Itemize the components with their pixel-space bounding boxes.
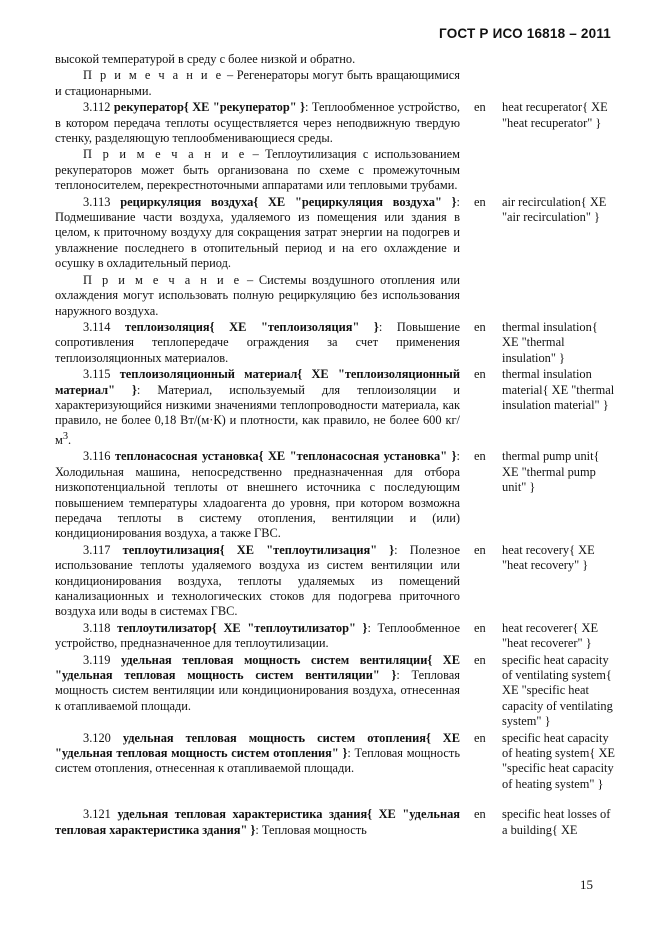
term-definition: : Повышение сопротивления теплопередаче ограждения за счет применения теплоизоляционных материалов. bbox=[55, 319, 460, 365]
xe-close: " } bbox=[352, 319, 379, 334]
term-ru bbox=[55, 367, 460, 448]
term-number: 3.119 bbox=[83, 652, 111, 667]
term-entry-3-116 bbox=[55, 449, 615, 541]
lang-code: en bbox=[474, 449, 486, 464]
note-label: П р и м е ч а н и е bbox=[83, 272, 242, 287]
xe-term: удельная тепловая мощность систем вентиляции bbox=[61, 667, 373, 682]
intro-line: высокой температурой в среду с более низкой и обратно. bbox=[55, 52, 356, 66]
term-entry-3-118 bbox=[55, 621, 615, 652]
term-entry-3-112 bbox=[55, 100, 615, 146]
xe-close: " } bbox=[372, 667, 397, 682]
term-ru bbox=[55, 653, 460, 715]
term-en: thermal insulation material{ XE "thermal insulation material" } bbox=[502, 367, 615, 412]
xe-term: удельная тепловая характеристика здания bbox=[55, 807, 460, 837]
page-number: 15 bbox=[580, 877, 593, 892]
term-definition: : Полезное использование теплоты удаляемого воздуха из систем вентиляции или кондиционирования воздуха, теплоты удаляемых из помещений канализационных и технологических стоков для подогрева приточного воздуха или воды в системах ГВС. bbox=[55, 542, 460, 619]
xe-close: " } bbox=[434, 194, 457, 209]
lang-code: en bbox=[474, 620, 486, 635]
xe-open: { XE " bbox=[55, 652, 461, 682]
term-ru bbox=[55, 100, 460, 146]
term-en: air recirculation{ XE "air recirculation" } bbox=[502, 194, 607, 225]
term-en: specific heat capacity of ventilating system{ XE "specific heat capacity of ventilating system" } bbox=[502, 652, 613, 729]
intro-note bbox=[55, 68, 460, 99]
term-entry-3-121 bbox=[55, 807, 615, 838]
note-text: – Регенераторы могут быть вращающимися и стационарными. bbox=[55, 68, 460, 98]
term-number: 3.118 bbox=[83, 620, 111, 635]
term-number: 3.114 bbox=[83, 319, 111, 334]
term-number: 3.116 bbox=[83, 449, 111, 464]
term-entry-3-120 bbox=[55, 731, 615, 793]
term-number: 3.113 bbox=[83, 194, 111, 209]
xe-open: { XE " bbox=[367, 807, 410, 822]
xe-open: { XE " bbox=[55, 730, 461, 760]
term-en: specific heat losses of a building{ XE bbox=[502, 807, 611, 837]
xe-open: { XE " bbox=[209, 319, 268, 334]
term-number: 3.112 bbox=[83, 100, 111, 115]
xe-open: { XE " bbox=[183, 100, 220, 115]
xe-term: рекуператор bbox=[219, 100, 290, 115]
xe-open: { XE " bbox=[211, 620, 255, 635]
term-definition: : Материал, используемый для теплоизоляции и характеризующийся низкими значениями теплопроводности материала, как правило, не более 0,18 Вт/(м·К) и плотности, как правило, не более 600 кг/м bbox=[55, 382, 460, 447]
xe-term: теплонасосная установка bbox=[296, 449, 441, 464]
lang-code: en bbox=[474, 319, 486, 334]
term-name: рециркуляция воздуха bbox=[120, 194, 254, 209]
xe-close: " } bbox=[331, 746, 348, 760]
lang-code: en bbox=[474, 542, 486, 557]
term-definition: : Подмешивание части воздуха, удаляемого из помещения или здания в целом, к приточному воздуху для сокращения затрат энергии на подогрев и увлажнение последнего в отопительный период и на его охлаждение и осушку в охладительный период. bbox=[55, 194, 460, 271]
xe-open: { XE " bbox=[297, 367, 345, 382]
term-number: 3.121 bbox=[83, 807, 111, 822]
term-ru bbox=[55, 731, 460, 777]
term-ru bbox=[55, 621, 460, 652]
xe-term: рециркуляция воздуха bbox=[301, 194, 435, 209]
xe-close: " } bbox=[370, 542, 395, 557]
term-entry-3-113 bbox=[55, 195, 615, 272]
term-ru bbox=[55, 449, 460, 541]
xe-open: { XE " bbox=[253, 194, 302, 209]
term-number: 3.120 bbox=[83, 730, 111, 745]
spacer bbox=[55, 793, 615, 807]
lang-code: en bbox=[474, 730, 486, 745]
term-name: теплоизоляционный материал bbox=[119, 367, 298, 382]
term-entry-3-115 bbox=[55, 367, 615, 448]
xe-term: удельная тепловая мощность систем отопления bbox=[61, 746, 332, 760]
term-definition: : Холодильная машина, непосредственно предназначенная для отбора низкопотенциальной теплоты от внешнего источника с последующим повышением температуры хладоагента до уровня, при котором возможна передача теплоты в систему отопления, вентиляции и (или) кондиционирования воздуха, а также ГВС. bbox=[55, 449, 460, 541]
term-number: 3.117 bbox=[83, 542, 111, 557]
term-entry-3-117 bbox=[55, 543, 615, 620]
term-definition: : Тепловая мощность bbox=[255, 822, 367, 837]
term-name: теплоутилизация bbox=[122, 542, 220, 557]
term-definition: : Тепловая мощность систем вентиляции или кондиционирования воздуха, отнесенная к отапливаемой площади. bbox=[55, 667, 460, 713]
term-name: теплонасосная установка bbox=[114, 449, 259, 464]
lang-code: en bbox=[474, 100, 486, 115]
lang-code: en bbox=[474, 367, 486, 382]
note-text: – Теплоутилизация с использованием рекуператоров может быть организована по схеме с промежуточным теплоносителем, перекрестноточными аппаратами или тепловыми трубами. bbox=[55, 147, 461, 193]
term-entry-3-114 bbox=[55, 320, 615, 366]
xe-term: теплоизоляционный материал bbox=[55, 367, 460, 397]
xe-term: теплоутилизация bbox=[273, 542, 371, 557]
term-entry-3-119 bbox=[55, 653, 615, 730]
term-ru bbox=[55, 807, 460, 838]
term-definition: : Теплообменное устройство, в котором передача теплоты осуществляется через неподвижную твердую стенку, разделяющую теплообменивающиеся среды. bbox=[55, 100, 461, 146]
note-text: – Системы воздушного отопления или охлаждения могут использовать полную рециркуляцию без использования наружного воздуха. bbox=[55, 272, 460, 318]
term-name: теплоизоляция bbox=[125, 319, 210, 334]
term-note bbox=[55, 273, 460, 319]
definition-end: . bbox=[68, 432, 72, 447]
term-name: удельная тепловая мощность систем отопления bbox=[122, 730, 426, 745]
note-label: П р и м е ч а н и е bbox=[83, 68, 224, 83]
note-label: П р и м е ч а н и е bbox=[83, 147, 247, 162]
term-note bbox=[55, 147, 460, 193]
term-name: удельная тепловая мощность систем вентиляции bbox=[121, 652, 428, 667]
term-en: heat recoverer{ XE "heat recoverer" } bbox=[502, 620, 599, 651]
term-ru bbox=[55, 320, 460, 366]
xe-close: " } bbox=[289, 100, 305, 115]
xe-term: теплоутилизатор bbox=[254, 620, 349, 635]
lang-code: en bbox=[474, 807, 486, 822]
unit-superscript: 3 bbox=[62, 430, 69, 442]
term-en: specific heat capacity of heating system{ XE "specific heat capacity of heating system" } bbox=[502, 730, 615, 791]
term-en: thermal insulation{ XE "thermal insulation" } bbox=[502, 319, 598, 365]
xe-open: { XE " bbox=[258, 449, 297, 464]
term-en: heat recuperator{ XE "heat recuperator" } bbox=[502, 100, 608, 130]
xe-close: " } bbox=[349, 620, 368, 635]
term-name: удельная тепловая характеристика здания bbox=[117, 807, 368, 822]
xe-close: " } bbox=[240, 822, 256, 837]
xe-open: { XE " bbox=[219, 542, 274, 557]
lang-code: en bbox=[474, 652, 486, 667]
page-content bbox=[55, 52, 615, 839]
xe-close: " } bbox=[108, 382, 137, 397]
term-number: 3.115 bbox=[83, 367, 111, 382]
document-header: ГОСТ Р ИСО 16818 – 2011 bbox=[439, 26, 611, 41]
term-name: рекуператор bbox=[113, 100, 184, 115]
term-ru bbox=[55, 195, 460, 272]
term-en: thermal pump unit{ XE "thermal pump unit" } bbox=[502, 449, 600, 495]
term-definition: : Теплообменное устройство, предназначенное для теплоутилизации. bbox=[55, 620, 460, 651]
term-en: heat recovery{ XE "heat recovery" } bbox=[502, 542, 595, 573]
xe-term: теплоизоляция bbox=[267, 319, 353, 334]
lang-code: en bbox=[474, 194, 486, 209]
term-ru bbox=[55, 543, 460, 620]
xe-close: " } bbox=[440, 449, 457, 464]
term-name: теплоутилизатор bbox=[117, 620, 212, 635]
term-definition: : Тепловая мощность систем отопления, отнесенная к отапливаемой площади. bbox=[55, 746, 460, 776]
